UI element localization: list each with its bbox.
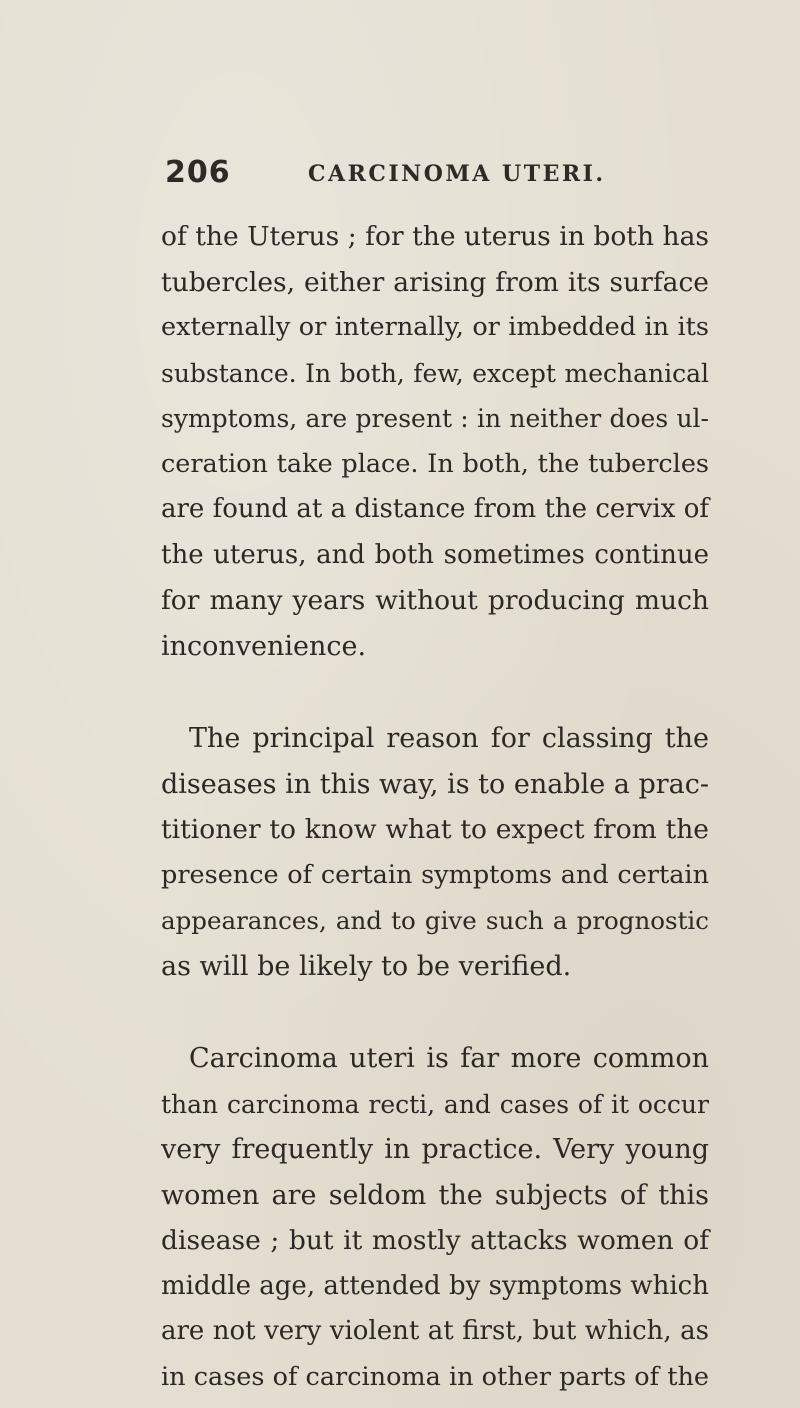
text-line: appearances, and to give such a prognostic	[161, 906, 709, 935]
body-text	[161, 214, 709, 1400]
running-head: CARCINOMA UTERI.	[308, 161, 606, 187]
text-line: tubercles, either arising from its surface	[161, 266, 709, 298]
page-number: 206	[165, 155, 231, 190]
text-line: of the Uterus ; for the uterus in both has	[161, 221, 709, 252]
text-line: titioner to know what to expect from the	[161, 814, 709, 845]
paragraph-1	[161, 214, 709, 669]
text-line: diseases in this way, is to enable a prac-	[161, 768, 710, 800]
text-line: the uterus, and both sometimes continue	[161, 539, 709, 570]
text-line: for many years without producing much	[161, 585, 709, 616]
text-line: than carcinoma recti, and cases of it occur	[161, 1089, 709, 1119]
page-header	[0, 155, 800, 195]
text-line: presence of certain symptoms and certain	[161, 859, 709, 890]
text-line: are found at a distance from the cervix of	[161, 494, 709, 524]
text-line: inconvenience.	[161, 630, 367, 662]
text-line: ceration take place. In both, the tubercles	[161, 448, 709, 479]
text-line: in cases of carcinoma in other parts of the	[161, 1361, 709, 1392]
paragraph-2	[161, 716, 709, 989]
text-line: substance. In both, few, except mechanical	[161, 358, 709, 388]
text-line: as will be likely to be verified.	[161, 950, 572, 982]
text-line: women are seldom the subjects of this	[161, 1179, 709, 1211]
text-line: The principal reason for classing the	[189, 723, 709, 754]
paragraph-3	[161, 1036, 709, 1400]
text-line: disease ; but it mostly attacks women of	[161, 1225, 709, 1256]
text-line: Carcinoma uteri is far more common	[189, 1043, 709, 1074]
text-line: are not very violent at first, but which, as	[161, 1316, 709, 1346]
text-line: symptoms, are present : in neither does ul-	[161, 404, 709, 433]
text-line: very frequently in practice. Very young	[161, 1134, 709, 1165]
text-line: externally or internally, or imbedded in its	[161, 312, 709, 342]
text-line: middle age, attended by symptoms which	[161, 1270, 709, 1301]
